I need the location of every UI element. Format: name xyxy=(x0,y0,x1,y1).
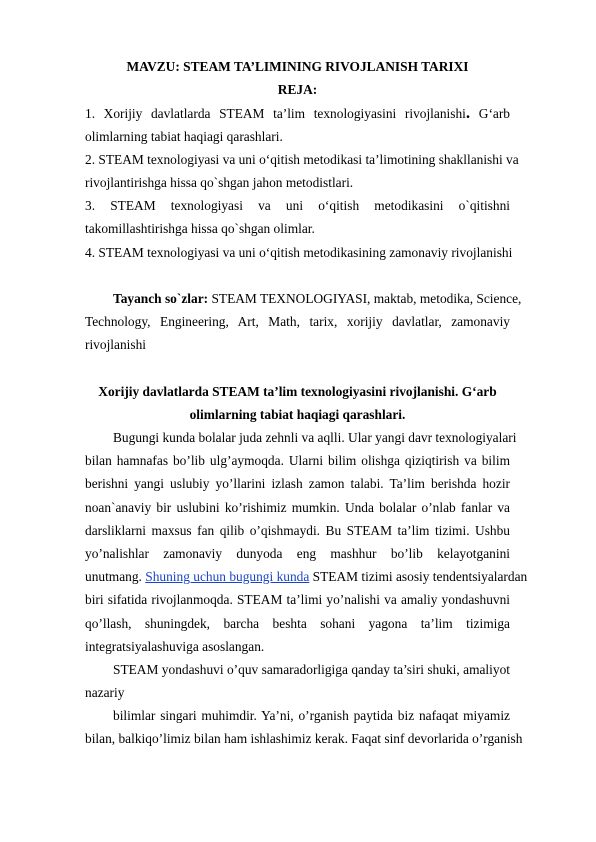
plan-item-1-tail: G‘arb xyxy=(470,106,510,122)
plan-item-1-dot: . xyxy=(465,103,471,123)
plan-heading: REJA: xyxy=(277,82,318,98)
paragraph-line: Bugungi kunda bolalar juda zehnli va aqlli. Ular yangi davr texnologiyalari xyxy=(113,430,517,445)
paragraph-line: bilimlar singari muhimdir. Ya’ni, o’rganish paytida biz nafaqat miyamiz xyxy=(113,708,510,724)
paragraph-line: noan`anaviy bir uslubini ko’rishimiz mumkin. Unda bolalar o’nlab fanlar va xyxy=(85,499,510,515)
paragraph-line: STEAM yondashuvi o’quv samaradorligiga qanday ta’siri shuki, amaliyot xyxy=(113,661,510,677)
section-heading-line-1: Xorijiy davlatlarda STEAM ta’lim texnologiyasini rivojlanishi. G‘arb xyxy=(98,383,497,399)
keywords-text-1: STEAM TEXNOLOGIYASI, maktab, metodika, Science, xyxy=(208,290,522,306)
spacer xyxy=(85,356,510,379)
paragraph-line: yo’nalishlar zamonaviy dunyoda eng mashhur bo’lib kelayotganini xyxy=(85,545,510,561)
paragraph-line: qo’llash, shuningdek, barcha beshta sohani yagona ta’lim tizimiga xyxy=(85,615,510,631)
plan-item-1-cont: olimlarning tabiat haqiagi qarashlari. xyxy=(85,128,283,144)
spacer xyxy=(85,264,510,287)
plan-item-3: 3. STEAM texnologiyasi va uni o‘qitish metodikasini o`qitishni xyxy=(85,198,510,214)
plan-item-2-cont: rivojlantirishga hissa qo`shgan jahon metodistlari. xyxy=(85,174,354,190)
plan-item-1 xyxy=(85,101,510,124)
paragraph-line: nazariy xyxy=(85,685,125,701)
document-page xyxy=(85,55,528,751)
paragraph-line: berishni yangi uslubiy yo’llarini izlash zamon talabi. Ta’lim berishda hozir xyxy=(85,476,510,492)
keywords-line-1 xyxy=(85,287,522,310)
paragraph-line: bilan hamnafas bo’lib ulg’aymoqda. Ularni bilim olishga qiziqtirish va bilim xyxy=(85,453,510,469)
paragraph-line: biri sifatida rivojlanmoqda. STEAM ta’limi yo’nalishi va amaliy yondashuvni xyxy=(85,592,510,608)
plan-item-3-cont: takomillashtirishga hissa qo`shgan olimlar. xyxy=(85,221,315,237)
keywords-line-3: rivojlanishi xyxy=(85,337,146,353)
document-title: MAVZU: STEAM TA’LIMINING RIVOJLANISH TARIXI xyxy=(126,59,469,74)
paragraph-line: darsliklarni maxsus fan qilib o’qishmaydi. Bu STEAM ta’lim tizimi. Ushbu xyxy=(85,522,510,538)
paragraph-line: bilan, balkiqo’limiz bilan ham ishlashimiz kerak. Faqat sinf devorlarida o’rganish xyxy=(85,731,523,747)
plan-item-1-text: 1. Xorijiy davlatlarda STEAM ta’lim texnologiyasini rivojlanishi xyxy=(85,106,466,122)
paragraph-text: STEAM tizimi asosiy tendentsiyalardan xyxy=(309,569,528,585)
plan-item-2: 2. STEAM texnologiyasi va uni o‘qitish metodikasi ta’limotining shakllanishi va xyxy=(85,151,519,167)
paragraph-line-with-link xyxy=(85,565,528,588)
plan-item-4: 4. STEAM texnologiyasi va uni o‘qitish metodikasining zamonaviy rivojlanishi xyxy=(85,244,513,260)
paragraph-text: unutmang. xyxy=(85,569,146,585)
keywords-line-2: Technology, Engineering, Art, Math, tarix, xorijiy davlatlar, zamonaviy xyxy=(85,314,510,330)
inline-link[interactable]: Shuning uchun bugungi kunda xyxy=(145,569,310,585)
paragraph-line: integratsiyalashuviga asoslangan. xyxy=(85,638,265,654)
section-heading-line-2: olimlarning tabiat haqiagi qarashlari. xyxy=(189,406,406,422)
keywords-label: Tayanch so`zlar: xyxy=(113,290,209,306)
